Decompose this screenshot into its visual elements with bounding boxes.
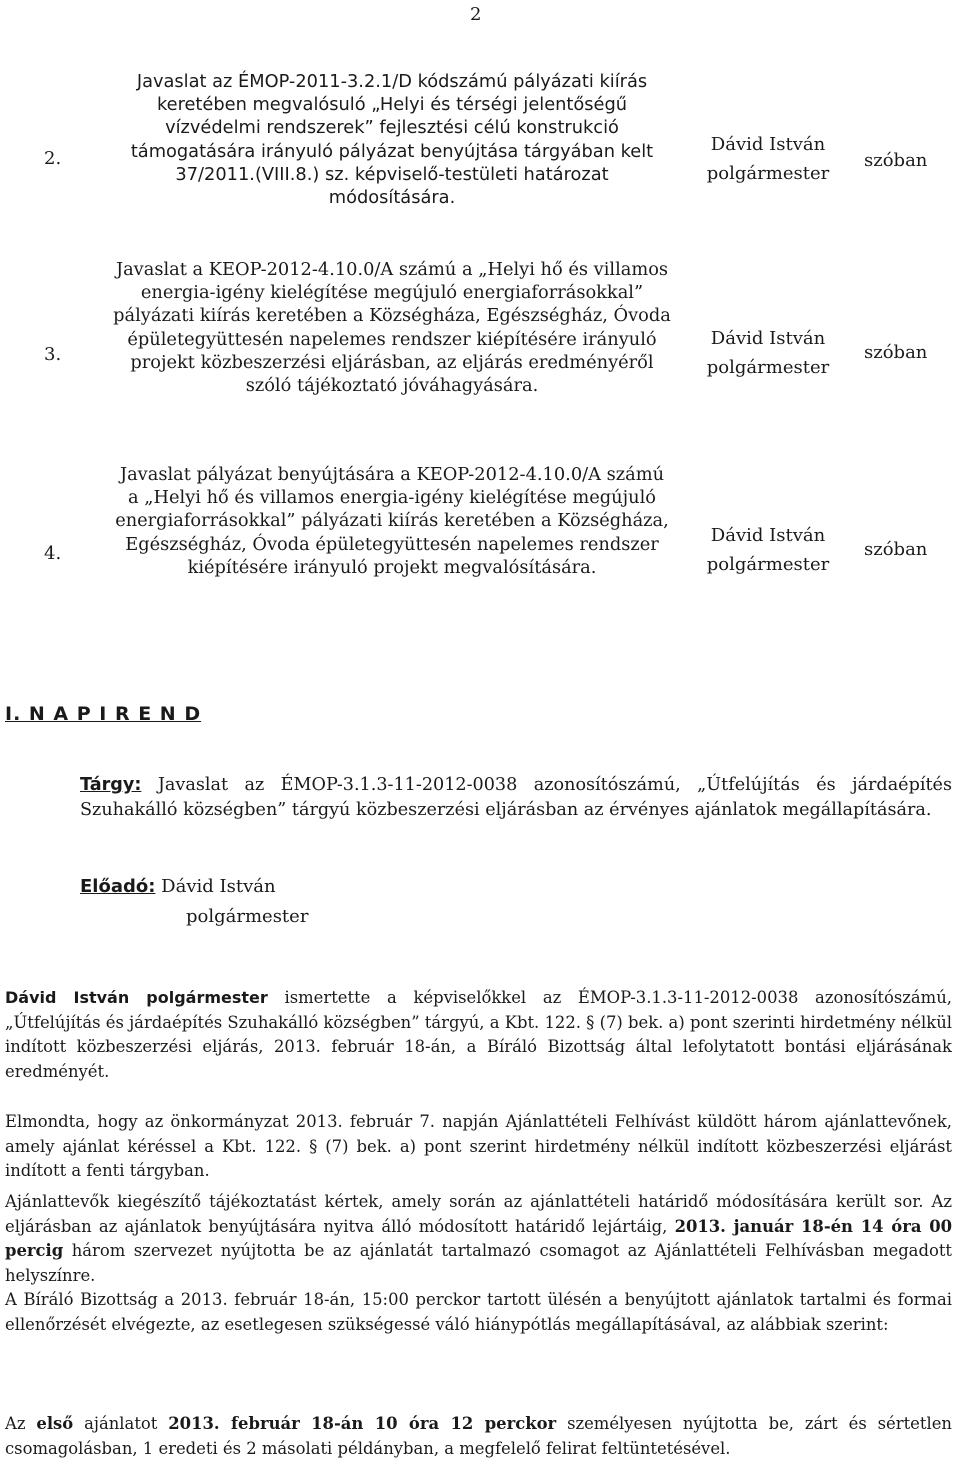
presenter-name: Dávid István (710, 328, 826, 349)
paragraph (5, 1190, 952, 1288)
presenter-block (80, 872, 308, 932)
submission-time-text: 2013. február 18-án 10 óra 12 perckor (168, 1414, 557, 1433)
speaker-name: Dávid István polgármester (5, 988, 268, 1007)
presenter-name: Dávid István (161, 876, 276, 897)
presenter-role: polgármester (706, 357, 830, 378)
presenter-name: Dávid István (710, 525, 826, 546)
agenda-row (0, 457, 960, 637)
agenda-title: Javaslat a KEOP-2012-4.10.0/A számú a „Helyi hő és villamos energia-igény kielégítése megújuló energiaforrásokkal” pályázati kiírás keretében a Községháza, Egészségház, Óvoda épületegyüttesén napelemes rendszer kiépítésére irányuló projekt közbeszerzési eljárásban, az eljárás eredményéről szóló tájékoztató jóváhagyására. (113, 259, 671, 397)
agenda-number: 4. (44, 543, 62, 564)
page-number: 2 (470, 4, 482, 25)
agenda-title: Javaslat pályázat benyújtására a KEOP-2012-4.10.0/A számú a „Helyi hő és villamos energia-igény kielégítése megújuló energiaforrásokkal” pályázati kiírás keretében a Községháza, Egészségház, Óvoda épületegyüttesén napelemes rendszer kiépítésére irányuló projekt megvalósítására. (115, 464, 669, 578)
agenda-row (0, 60, 960, 252)
agenda-mode: szóban (864, 342, 928, 363)
paragraph-text: ismertette a képviselőkkel az ÉMOP-3.1.3-11-2012-0038 azonosítószámú, „Útfelújítás és járdaépítés Szuhakálló községben” tárgyú, a Kbt. 122. § (7) bek. a) pont szerinti hirdetmény nélkül indított közbeszerzési eljárás, 2013. február 18-án, a Bíráló Bizottság által lefolytatott bontási eljárásának eredményét. (5, 988, 952, 1081)
agenda-row (0, 252, 960, 457)
presenter-role: polgármester (706, 554, 830, 575)
paragraph-text: Az (5, 1414, 26, 1433)
agenda-number: 3. (44, 344, 62, 365)
subject-block (80, 773, 952, 823)
paragraph (5, 1110, 952, 1184)
agenda-presenter (688, 324, 848, 382)
emphasis-text: első (36, 1414, 74, 1433)
paragraph-text: A Bíráló Bizottság a 2013. február 18-án, 15:00 perckor tartott ülésén a benyújtott ajánlatok tartalmi és formai ellenőrzését elvégezte, az esetlegesen szükségessé váló hiánypótlás megállapításával, az alábbiak szerint: (5, 1290, 952, 1334)
paragraph-text: három szervezet nyújtotta be az ajánlatát tartalmazó csomagot az Ajánlattételi Felhívásban megadott helyszínre. (5, 1241, 952, 1285)
paragraph (5, 1288, 952, 1337)
paragraph (5, 1412, 952, 1461)
napirend-heading: I. N A P I R E N D (5, 703, 202, 725)
agenda-mode: szóban (864, 150, 928, 171)
paragraph-text: Elmondta, hogy az önkormányzat 2013. február 7. napján Ajánlattételi Felhívást küldött három ajánlattevőnek, amely ajánlat kéréssel a Kbt. 122. § (7) bek. a) pont szerint hirdetmény nélkül indított közbeszerzési eljárást indított a fenti tárgyban. (5, 1112, 952, 1180)
agenda-presenter (688, 521, 848, 579)
agenda-title: Javaslat az ÉMOP-2011-3.2.1/D kódszámú pályázati kiírás keretében megvalósuló „Helyi és térségi jelentőségű vízvédelmi rendszerek” fejlesztési célú konstrukció támogatására irányuló pályázat benyújtása tárgyában kelt 37/2011.(VIII.8.) sz. képviselő-testületi határozat módosítására. (130, 71, 654, 209)
agenda-table (0, 60, 960, 637)
presenter-name: Dávid István (710, 134, 826, 155)
agenda-mode: szóban (864, 539, 928, 560)
presenter-label: Előadó: (80, 876, 156, 897)
agenda-presenter (688, 130, 848, 188)
agenda-number: 2. (44, 148, 62, 169)
presenter-role: polgármester (706, 163, 830, 184)
presenter-role: polgármester (186, 906, 309, 927)
paragraph-text: Ajánlattevők kiegészítő tájékoztatást kértek, amely során az ajánlattételi határidő módosítására került sor. Az eljárásban az ajánlatok benyújtására nyitva álló módosított határidő lejártáig, (5, 1192, 952, 1236)
deadline-text: 2013. január 18-én 14 óra 00 percig (5, 1216, 953, 1260)
paragraph (5, 986, 952, 1084)
paragraph-text: személyesen nyújtotta be, zárt és sértetlen csomagolásban, 1 eredeti és 2 másolati példányban, a megfelelő felirat feltüntetésével. (5, 1414, 952, 1458)
subject-text: Javaslat az ÉMOP-3.1.3-11-2012-0038 azonosítószámú, „Útfelújítás és járdaépítés Szuhakálló községben” tárgyú közbeszerzési eljárásban az érvényes ajánlatok megállapítására. (80, 775, 952, 820)
subject-label: Tárgy: (80, 775, 142, 795)
paragraph-text: ajánlatot (84, 1414, 158, 1433)
